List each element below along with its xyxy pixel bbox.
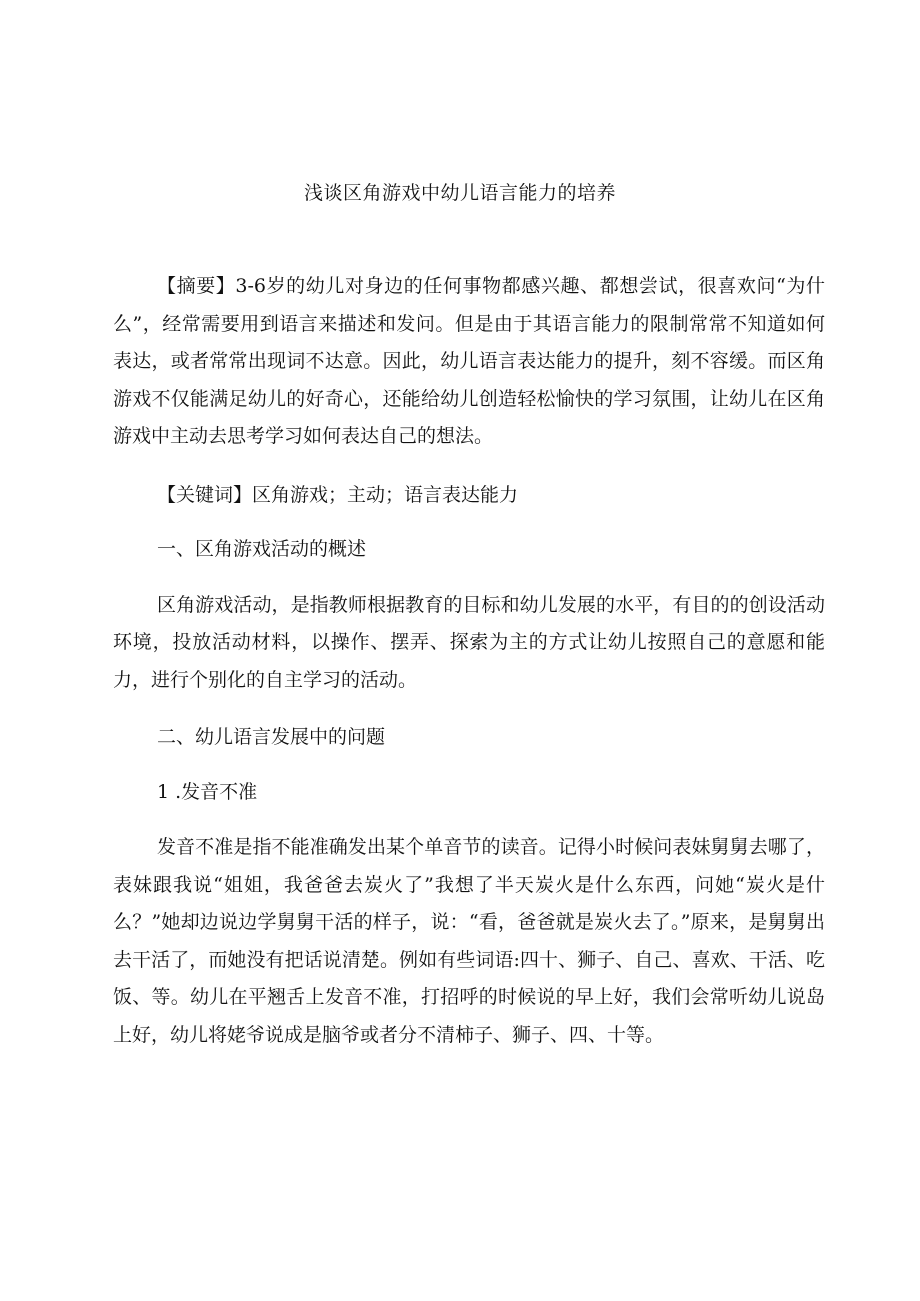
- document-title: 浅谈区角游戏中幼儿语言能力的培养: [303, 182, 616, 204]
- abstract-paragraph: 【摘要】3-6岁的幼儿对身边的任何事物都感兴趣、都想尝试，很喜欢问“为什么”，经常需要用到语言来描述和发问。但是由于其语言能力的限制常常不知道如何表达，或者常常出现词不达意。因此，幼儿语言表达能力的提升，刻不容缓。而区角游戏不仅能满足幼儿的好奇心，还能给幼儿创造轻松愉快的学习氛围，让幼儿在区角游戏中主动去思考学习如何表达自己的想法。: [113, 275, 825, 447]
- keywords-paragraph: 【关键词】区角游戏；主动；语言表达能力: [157, 483, 519, 506]
- subsection-heading-pronunciation: 1 .发音不准: [157, 780, 258, 803]
- section-heading-overview: 一、区角游戏活动的概述: [157, 538, 367, 560]
- overview-paragraph: 区角游戏活动，是指教师根据教育的目标和幼儿发展的水平，有目的的创设活动环境，投放活动材料，以操作、摆弄、探索为主的方式让幼儿按照自己的意愿和能力，进行个别化的自主学习的活动。: [113, 593, 825, 691]
- pronunciation-paragraph: 发音不准是指不能准确发出某个单音节的读音。记得小时候问表妹舅舅去哪了，表妹跟我说“姐姐，我爸爸去炭火了”我想了半天炭火是什么东西，问她“炭火是什么？”她却边说边学舅舅干活的样子，说：“看，爸爸就是炭火去了。”原来，是舅舅出去干活了，而她没有把话说清楚。例如有些词语:四十、狮子、自己、喜欢、干活、吃饭、等。幼儿在平翘舌上发音不准，打招呼的时候说的早上好，我们会常听幼儿说岛上好，幼儿将姥爷说成是脑爷或者分不清柿子、狮子、四、十等。: [113, 836, 825, 1046]
- document-body: [113, 268, 825, 1054]
- section-heading-problems: 二、幼儿语言发展中的问题: [157, 726, 386, 748]
